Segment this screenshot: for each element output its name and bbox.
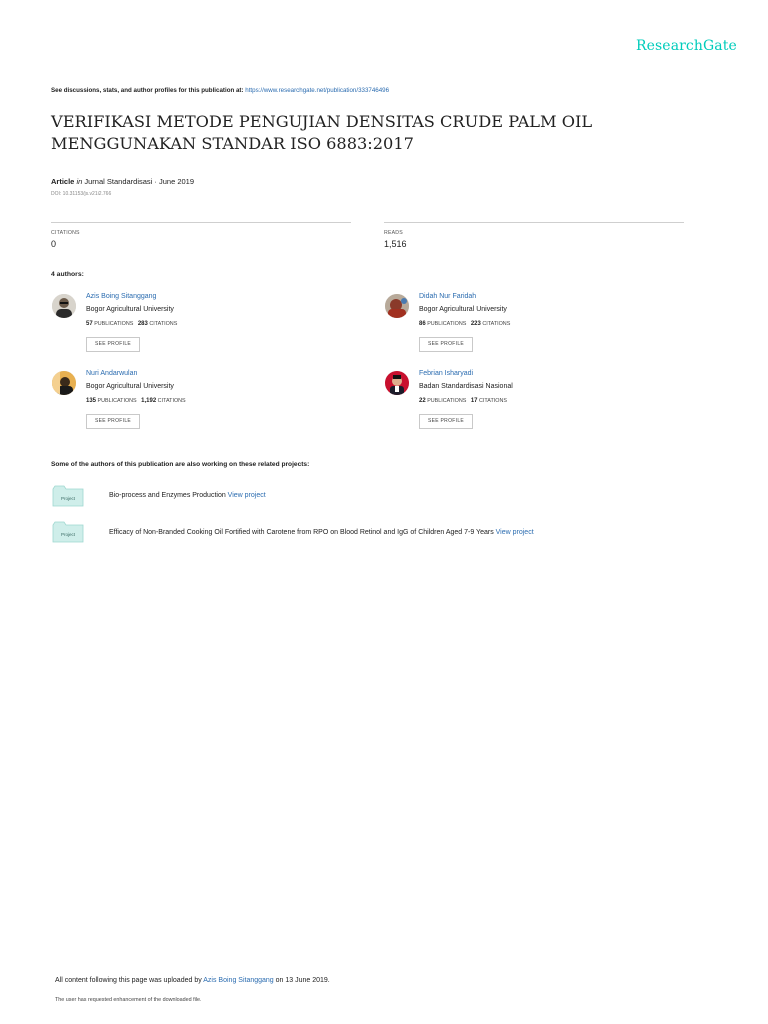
citations-label: CITATIONS: [51, 230, 80, 236]
author-institution: Bogor Agricultural University: [419, 306, 507, 313]
author-institution: Bogor Agricultural University: [86, 306, 174, 313]
author-stats: [419, 321, 510, 327]
author-stats: [86, 321, 177, 327]
citations-divider: [51, 222, 351, 223]
author-name-link[interactable]: Didah Nur Faridah: [419, 293, 477, 300]
avatar[interactable]: [385, 371, 409, 395]
projects-heading: Some of the authors of this publication are also working on these related projects:: [51, 461, 310, 468]
project-item: [109, 492, 266, 499]
avatar[interactable]: [385, 294, 409, 318]
see-profile-button[interactable]: SEE PROFILE: [86, 414, 140, 429]
citations-value: 0: [51, 239, 57, 249]
reads-label: READS: [384, 230, 403, 236]
publication-count: 86: [419, 321, 426, 327]
article-meta: [51, 177, 194, 186]
upload-prefix: All content following this page was uploaded by: [55, 977, 204, 984]
discussion-line: [51, 87, 389, 94]
project-folder-icon: [52, 521, 84, 548]
project-title: Efficacy of Non-Branded Cooking Oil Fortified with Carotene from RPO on Blood Retinol and IgG of Children Aged 7-9 Years: [109, 529, 496, 536]
citation-count: 223: [470, 321, 481, 327]
avatar[interactable]: [52, 294, 76, 318]
author-institution: Badan Standardisasi Nasional: [419, 383, 513, 390]
publications-label: PUBLICATIONS: [94, 321, 134, 327]
reads-divider: [384, 222, 684, 223]
see-profile-button[interactable]: SEE PROFILE: [419, 337, 473, 352]
publication-count: 135: [86, 398, 97, 404]
author-name-link[interactable]: Azis Boing Sitanggang: [86, 293, 157, 300]
uploader-link[interactable]: Azis Boing Sitanggang: [203, 977, 274, 984]
publications-label: PUBLICATIONS: [427, 398, 467, 404]
article-type: Article: [51, 177, 75, 186]
author-stats: [419, 398, 507, 404]
project-title: Bio-process and Enzymes Production: [109, 492, 228, 499]
page-title: VERIFIKASI METODE PENGUJIAN DENSITAS CRUDE PALM OIL MENGGUNAKAN STANDAR ISO 6883:2017: [51, 112, 593, 153]
publication-count: 22: [419, 398, 426, 404]
reads-value: 1,516: [384, 239, 407, 249]
project-folder-icon: [52, 485, 84, 512]
citation-count: 17: [470, 398, 478, 404]
avatar[interactable]: [52, 371, 76, 395]
view-project-link[interactable]: View project: [495, 529, 534, 536]
citations-label: CITATIONS: [479, 398, 507, 404]
citations-label: CITATIONS: [157, 398, 186, 404]
author-stats: [86, 398, 186, 404]
author-institution: Bogor Agricultural University: [86, 383, 174, 390]
citation-count: 283: [137, 321, 148, 327]
see-profile-button[interactable]: SEE PROFILE: [86, 337, 140, 352]
citations-label: CITATIONS: [149, 321, 178, 327]
publication-url-link[interactable]: https://www.researchgate.net/publication/333746496: [245, 87, 390, 94]
upload-note: [55, 977, 330, 984]
publication-count: 57: [86, 321, 93, 327]
citations-label: CITATIONS: [482, 321, 511, 327]
article-in: in: [76, 177, 83, 186]
authors-heading: 4 authors:: [51, 271, 84, 278]
author-name-link[interactable]: Nuri Andarwulan: [86, 370, 138, 377]
publications-label: PUBLICATIONS: [97, 398, 137, 404]
upload-suffix: on 13 June 2019.: [273, 977, 330, 984]
enhancement-note: The user has requested enhancement of the downloaded file.: [55, 997, 202, 1003]
journal-info: Jurnal Standardisasi · June 2019: [84, 177, 195, 186]
see-profile-button[interactable]: SEE PROFILE: [419, 414, 473, 429]
discussion-prefix: See discussions, stats, and author profiles for this publication at:: [51, 87, 246, 94]
author-name-link[interactable]: Febrian Isharyadi: [419, 370, 474, 377]
doi: DOI: 10.31153/js.v21i2.766: [51, 191, 112, 197]
project-item: [109, 529, 534, 536]
project-icon-label: Project: [60, 532, 76, 537]
citation-count: 1,192: [141, 398, 157, 404]
publications-label: PUBLICATIONS: [427, 321, 467, 327]
researchgate-logo[interactable]: ResearchGate: [636, 38, 737, 54]
project-icon-label: Project: [60, 496, 76, 501]
view-project-link[interactable]: View project: [227, 492, 266, 499]
